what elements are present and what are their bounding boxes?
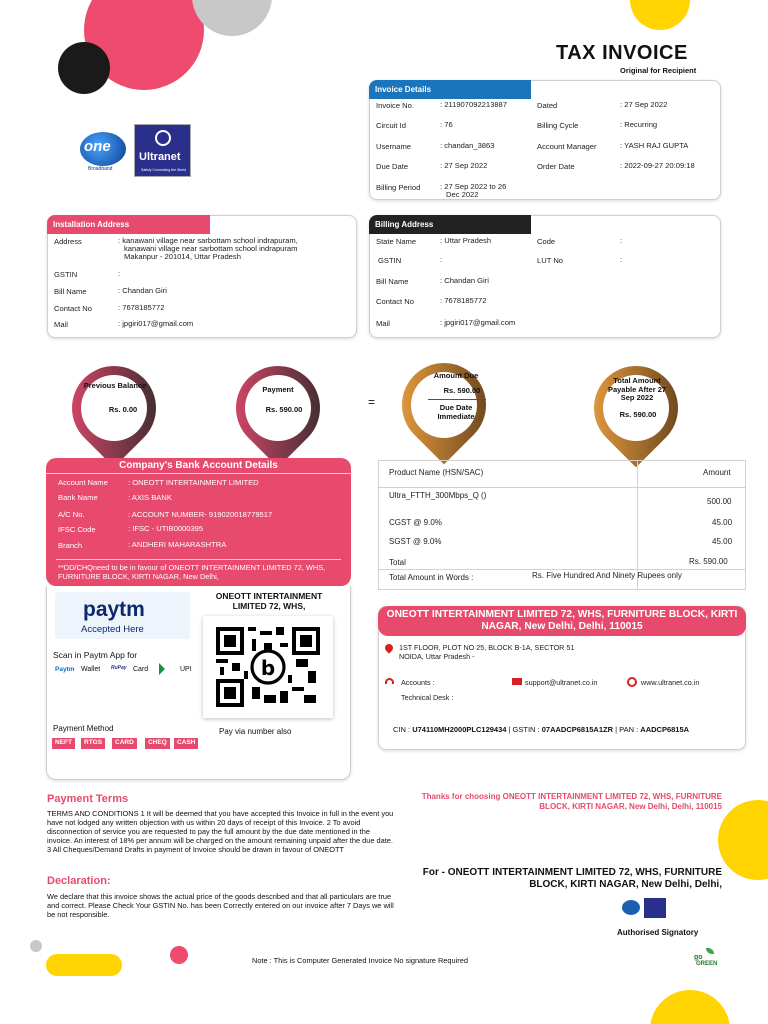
- email-icon: [512, 678, 522, 685]
- globe-icon: [627, 677, 637, 687]
- due-date-label-circle: Due Date: [439, 403, 473, 412]
- total-payable-value: Rs. 590.00: [619, 410, 657, 419]
- billing-period-value: : 27 Sep 2022 to 26: [440, 182, 507, 191]
- total-label: Total: [389, 558, 406, 567]
- installation-address-card: [47, 215, 357, 338]
- authorised-signatory: Authorised Signatory: [617, 928, 699, 937]
- cgst-value: 45.00: [712, 518, 733, 527]
- decor-yellow-bottom-right: [650, 990, 730, 1024]
- decor-gray-small: [30, 940, 42, 952]
- address-line2: kanawani village near sarbottam school indrapuram: [124, 244, 298, 253]
- decor-yellow-top: [630, 0, 690, 30]
- bank-name-value: : AXIS BANK: [128, 493, 172, 502]
- thanks-note: Thanks for choosing ONEOTT INTERTAINMENT LIMITED 72, WHS, FURNITURE BLOCK, KIRTI NAGAR, New Delhi, Delhi, 110015: [421, 792, 722, 811]
- lut-no-value: :: [620, 255, 623, 264]
- ultranet-mini-logo: [644, 898, 666, 918]
- words-label: Total Amount in Words :: [389, 573, 474, 582]
- billing-address-heading: Billing Address: [369, 215, 531, 234]
- account-manager-label: Account Manager: [537, 142, 597, 151]
- billing-address-card: [369, 215, 721, 338]
- payment-tag-neft: NEFT: [52, 738, 75, 749]
- install-gstin-label: GSTIN: [54, 270, 78, 279]
- due-date-value-circle: Immediate: [437, 412, 475, 421]
- address-line3: Makanpur - 201014, Uttar Pradesh: [124, 252, 241, 261]
- declaration-body: We declare that this invoice shows the actual price of the goods described and that all particulars are true and correct. Please Check Your GSTIN No. has been Correctly entered on our invoice after 7 Days we will be not responsible.: [47, 892, 394, 919]
- billing-period-label: Billing Period: [376, 183, 421, 192]
- ac-no-label: A/C No.: [58, 510, 85, 519]
- install-gstin-value: :: [118, 269, 121, 278]
- sgst-value: 45.00: [712, 537, 733, 546]
- billing-contact-value: : 7678185772: [440, 296, 487, 305]
- accounts-label: Accounts :: [401, 678, 435, 687]
- payment-terms-heading: Payment Terms: [47, 793, 129, 805]
- qr-title: ONEOTT INTERTAINMENT LIMITED 72, WHS,: [215, 591, 323, 611]
- total-value: Rs. 590.00: [689, 557, 728, 566]
- lut-no-label: LUT No: [537, 256, 564, 265]
- bank-name-label: Bank Name: [58, 493, 98, 502]
- invoice-no-label: Invoice No.: [376, 101, 414, 110]
- payment-terms-body: TERMS AND CONDITIONS 1 It will be deemed that you have accepted this Invoice in full in the event you have not lodged any written objection with us within 20 days of receipt of this Invoice. 2 To avoid disconnection of service you are requested to pay the full amount by the due date mentioned in the invoice. An interest of 18% per annum will be charged on the amount remaining unpaid after the due date. 3 All Cheques/Demand Drafts in payment of Invoice should be drawn in favour of ONEOTT: [47, 809, 394, 854]
- account-manager-value: : YASH RAJ GUPTA: [620, 141, 689, 150]
- install-contact-value: : 7678185772: [118, 303, 165, 312]
- page-title: TAX INVOICE: [556, 42, 688, 64]
- total-payable-ring: [577, 349, 696, 468]
- circuit-id-label: Circuit Id: [376, 121, 406, 130]
- payment-tag-cash: CASH: [174, 738, 198, 749]
- previous-balance-value: Rs. 0.00: [108, 405, 138, 414]
- billing-mail-label: Mail: [376, 319, 390, 328]
- billing-cycle-label: Billing Cycle: [537, 121, 579, 130]
- billing-gstin-value: :: [440, 255, 443, 264]
- company-banner: ONEOTT INTERTAINMENT LIMITED 72, WHS, FURNITURE BLOCK, KIRTI NAGAR, New Delhi, Delhi, 110015: [378, 606, 746, 636]
- company-address-line1: 1ST FLOOR, PLOT NO 25, BLOCK B-1A, SECTOR 51: [399, 643, 575, 652]
- state-name-label: State Name: [376, 237, 417, 246]
- product-table: [378, 460, 746, 590]
- state-name-value: : Uttar Pradesh: [440, 236, 492, 245]
- support-email: support@ultranet.co.in: [525, 678, 598, 687]
- payment-tag-cheq: CHEQ: [145, 738, 170, 749]
- amount-due-value: Rs. 590.00: [443, 386, 481, 395]
- qr-code-icon: [216, 627, 320, 707]
- paytm-accepted-text: Accepted Here: [81, 624, 144, 635]
- paytm-logo-text: paytm: [83, 598, 145, 621]
- bank-details-heading: Company's Bank Account Details: [119, 460, 278, 471]
- order-date-label: Order Date: [537, 162, 575, 171]
- product-name: Ultra_FTTH_300Mbps_Q (): [389, 491, 487, 500]
- install-mail-value: : jpgiri017@gmail.com: [118, 319, 194, 328]
- billing-cycle-value: : Recurring: [620, 120, 658, 129]
- dated-label: Dated: [537, 101, 558, 110]
- amount-due-label: Amount Due: [433, 371, 479, 380]
- account-name-value: : ONEOTT INTERTAINMENT LIMITED: [128, 478, 259, 487]
- due-date-label: Due Date: [376, 162, 409, 171]
- ultranet-emblem-icon: [155, 130, 171, 146]
- username-label: Username: [376, 142, 412, 151]
- svg-text:b: b: [260, 656, 276, 680]
- company-card: [378, 606, 746, 750]
- decor-gray-circle: [192, 0, 272, 36]
- invoice-details-heading: Invoice Details: [369, 80, 531, 99]
- one-broadband-logo: one Broadband: [80, 128, 128, 174]
- billing-mail-value: : jpgiri017@gmail.com: [440, 318, 516, 327]
- account-name-label: Account Name: [58, 478, 108, 487]
- one-mini-logo: [622, 900, 640, 915]
- pay-via-number: Pay via number also: [219, 727, 292, 736]
- order-date-value: : 2022-09-27 20:09:18: [620, 161, 695, 170]
- code-label: Code: [537, 237, 556, 246]
- install-bill-name-value: : Chandan Giri: [118, 286, 167, 295]
- paytm-wallet-logo: Paytm: [55, 666, 75, 673]
- amount-due-divider: [428, 399, 486, 400]
- paytm-logo: [55, 592, 190, 639]
- circuit-id-value: : 76: [440, 120, 453, 129]
- payment-tag-rtgs: RTGS: [81, 738, 105, 749]
- invoice-no-value: : 211907092213887: [440, 100, 508, 109]
- phone-icon: [385, 678, 394, 684]
- cgst-label: CGST @ 9.0%: [389, 518, 442, 527]
- ifsc-value: : IFSC - UTIB0000395: [128, 524, 204, 533]
- equals-sign: =: [368, 395, 376, 409]
- total-payable-label: Total Amount Payable After 27 Sep 2022: [607, 376, 667, 403]
- dated-value: : 27 Sep 2022: [620, 100, 668, 109]
- invoice-details-card: [369, 80, 721, 200]
- install-mail-label: Mail: [54, 320, 68, 329]
- upi-label: UPI: [180, 666, 192, 673]
- address-line1: : kanawani village near sarbottam school indrapuram,: [118, 236, 298, 245]
- bank-details-card: [46, 458, 351, 586]
- bank-note: **DD/CHQneed to be in favour of ONEOTT INTERTAINMENT LIMITED 72, WHS, FURNITURE BLOCK, KIRTI NAGAR, New Delhi,: [58, 563, 326, 581]
- page-subtitle: Original for Recipient: [620, 66, 697, 75]
- billing-gstin-label: GSTIN: [378, 256, 402, 265]
- ifsc-label: IFSC Code: [58, 525, 96, 534]
- billing-bill-name-label: Bill Name: [376, 277, 409, 286]
- code-value: :: [620, 236, 623, 245]
- go-green-logo: go GREEN: [694, 948, 730, 970]
- website: www.ultranet.co.in: [641, 678, 700, 687]
- username-value: : chandan_3863: [440, 141, 495, 150]
- install-bill-name-label: Bill Name: [54, 287, 87, 296]
- for-company: For - ONEOTT INTERTAINMENT LIMITED 72, WHS, FURNITURE BLOCK, KIRTI NAGAR, New Delhi, Delhi,: [422, 867, 722, 890]
- col-amount-header: Amount: [703, 468, 731, 477]
- billing-contact-label: Contact No: [376, 297, 414, 306]
- leaf-icon: [706, 948, 714, 954]
- words-value: Rs. Five Hundred And Ninety Rupees only: [532, 571, 682, 580]
- payment-tag-card: CARD: [112, 738, 137, 749]
- ac-no-value: : ACCOUNT NUMBER- 919020018779517: [128, 510, 273, 519]
- address-label: Address: [54, 237, 82, 246]
- branch-label: Branch: [58, 541, 83, 550]
- footer-note: Note : This is Computer Generated Invoice No signature Required: [252, 956, 468, 965]
- company-address-line2: NOIDA, Uttar Pradesh -: [399, 652, 475, 661]
- sgst-label: SGST @ 9.0%: [389, 537, 442, 546]
- decor-black-circle: [58, 42, 110, 94]
- billing-bill-name-value: : Chandan Giri: [440, 276, 489, 285]
- due-date-value: : 27 Sep 2022: [440, 161, 488, 170]
- registration-line: CIN : U74110MH2000PLC129434 | GSTIN : 07AADCP6815A1ZR | PAN : AADCP6815A: [393, 725, 690, 734]
- qr-code-frame: [203, 616, 333, 718]
- previous-balance-label: Previous Balance: [83, 381, 147, 390]
- ultranet-logo: Ultranet Satisfy Connecting the World: [134, 124, 191, 177]
- payment-value: Rs. 590.00: [265, 405, 303, 414]
- signature-logos: [622, 898, 668, 918]
- decor-yellow-bottom: [46, 954, 122, 976]
- scan-text: Scan in Paytm App for: [53, 650, 138, 660]
- wallet-label: Wallet: [81, 666, 101, 673]
- technical-desk-label: Technical Desk :: [401, 693, 454, 702]
- payment-method-label: Payment Method: [53, 724, 114, 733]
- rupay-logo: RuPay: [111, 665, 127, 671]
- install-contact-label: Contact No: [54, 304, 92, 313]
- billing-period-value-cont: Dec 2022: [446, 190, 479, 199]
- card-label: Card: [133, 666, 149, 673]
- location-pin-icon: [383, 642, 394, 653]
- col-product-header: Product Name (HSN/SAC): [389, 468, 484, 477]
- decor-yellow-right: [718, 800, 768, 880]
- branch-value: : ANDHERI MAHARASHTRA: [128, 540, 227, 549]
- paytm-card: [46, 586, 351, 780]
- upi-icon: [159, 663, 165, 675]
- product-amount: 500.00: [707, 497, 732, 506]
- decor-pink-small: [170, 946, 188, 964]
- installation-address-heading: Installation Address: [47, 215, 210, 234]
- payment-label: Payment: [262, 385, 294, 394]
- declaration-heading: Declaration:: [47, 875, 111, 887]
